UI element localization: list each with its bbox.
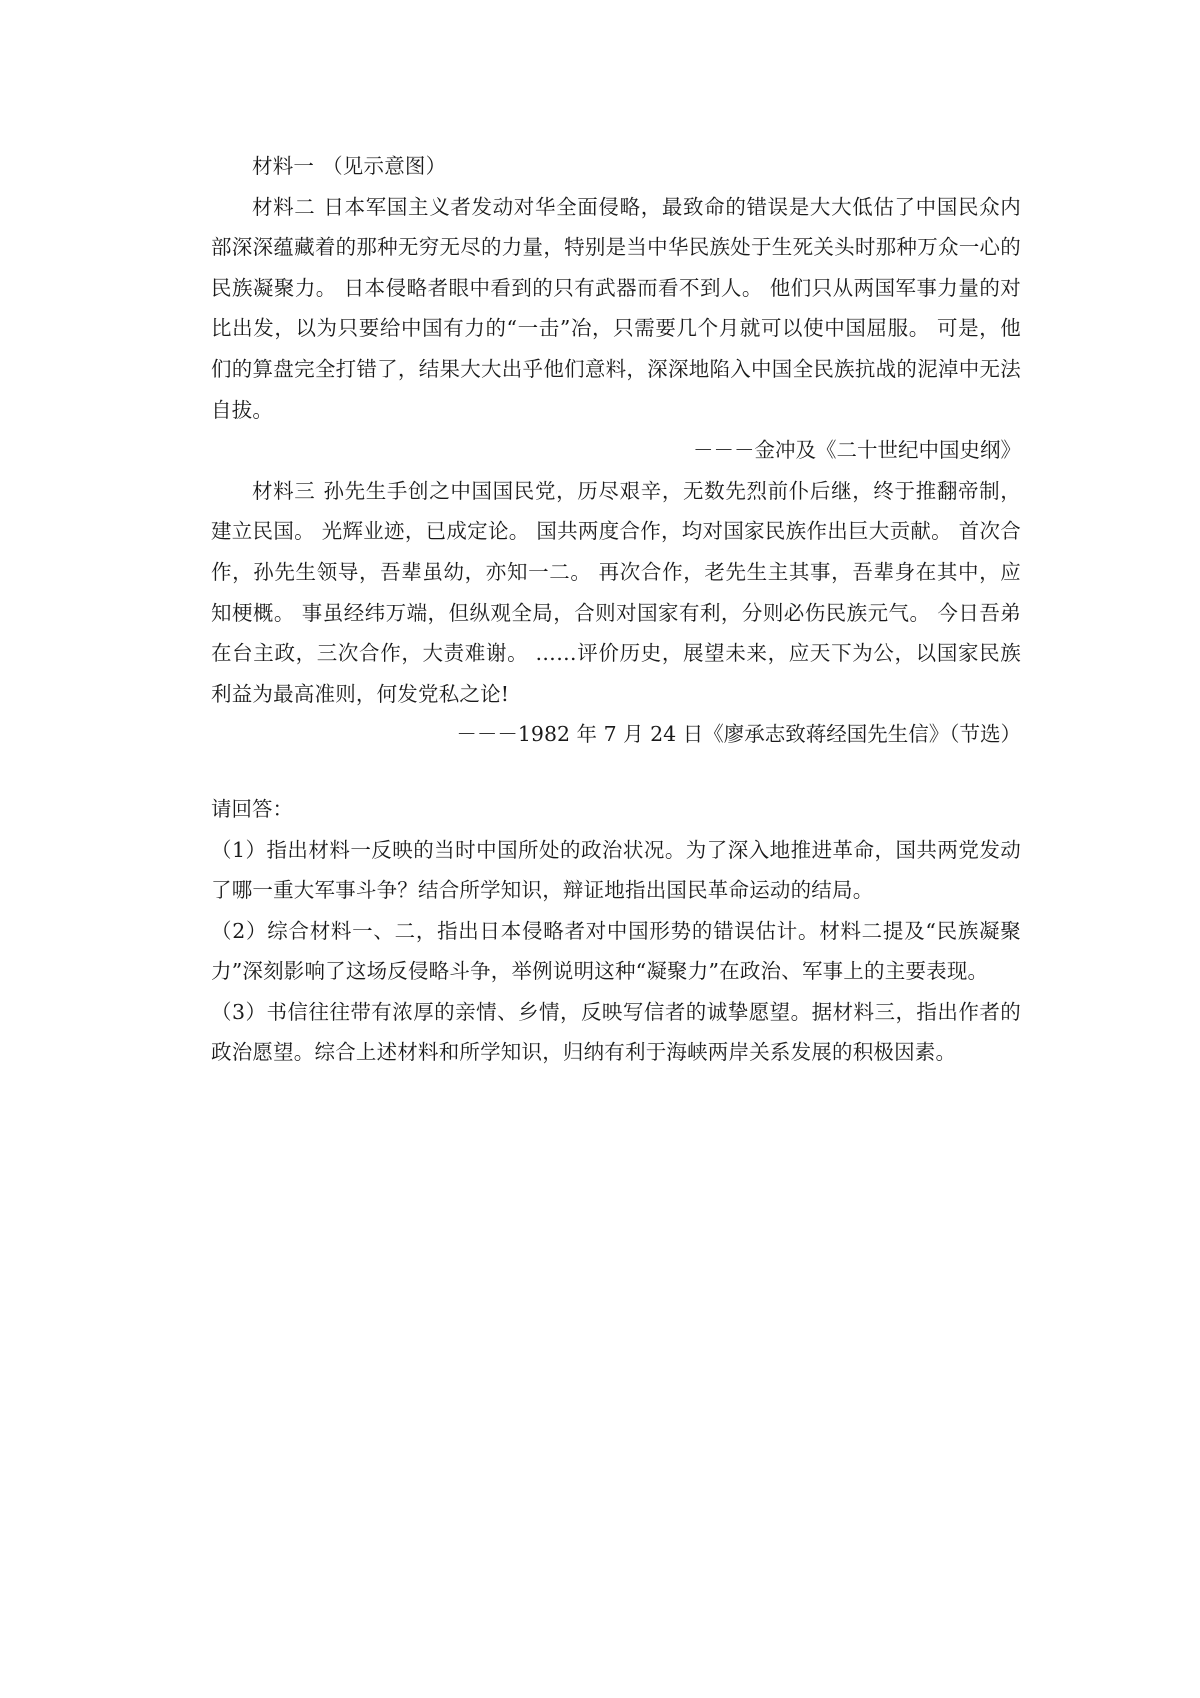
spacer <box>211 755 1021 789</box>
material-three-source: －－－1982 年 7 月 24 日《廖承志致蒋经国先生信》（节选） <box>456 722 1021 747</box>
material-three <box>211 471 1021 715</box>
document-content <box>211 146 1021 1073</box>
question-1-text: 指出材料一反映的当时中国所处的政治状况。为了深入地推进革命，国共两党发动了哪一重大军事斗争？结合所学知识，辩证地指出国民革命运动的结局。 <box>211 837 1021 903</box>
question-3 <box>211 992 1021 1073</box>
material-two <box>211 187 1021 431</box>
question-2-text: 综合材料一、二，指出日本侵略者对中国形势的错误估计。材料二提及“民族凝聚力”深刻影响了这场反侵略斗争，举例说明这种“凝聚力”在政治、军事上的主要表现。 <box>211 918 1021 984</box>
material-two-text: 日本军国主义者发动对华全面侵略，最致命的错误是大大低估了中国民众内部深深蕴藏着的那种无穷无尽的力量，特别是当中华民族处于生死关头时那种万众一心的民族凝聚力。 日本侵略者眼中看到的只有武器而看不到人。 他们只从两国军事力量的对比出发，以为只要给中国有力的“一击”冶，只需要几个月就可以使中国屈服。 可是，他们的算盘完全打错了，结果大大出乎他们意料，深深地陷入中国全民族抗战的泥淖中无法自拔。 <box>211 194 1021 422</box>
material-one-text: （见示意图） <box>322 154 447 178</box>
question-1-number: （1） <box>211 837 267 862</box>
material-two-label: 材料二 <box>252 194 316 219</box>
question-3-text: 书信往往带有浓厚的亲情、乡情，反映写信者的诚挚愿望。据材料三，指出作者的政治愿望。综合上述材料和所学知识，归纳有利于海峡两岸关系发展的积极因素。 <box>211 999 1021 1065</box>
question-3-number: （3） <box>211 999 267 1024</box>
question-2 <box>211 911 1021 992</box>
material-one <box>211 146 1021 187</box>
question-2-number: （2） <box>211 918 268 943</box>
question-1 <box>211 830 1021 911</box>
material-two-source: －－－金冲及《二十世纪中国史纲》 <box>693 438 1021 463</box>
material-three-text: 孙先生手创之中国国民党，历尽艰辛，无数先烈前仆后继，终于推翻帝制，建立民国。 光辉业迹，已成定论。 国共两度合作，均对国家民族作出巨大贡献。 首次合作，孙先生领导，吾辈虽幼，亦知一二。 再次合作，老先生主其事，吾辈身在其中，应知梗概。 事虽经纬万端，但纵观全局，合则对国家有利，分则必伤民族元气。 今日吾弟在台主政，三次合作，大责难谢。 ……评价历史，展望未来，应天下为公，以国家民族利益为最高准则，何发党私之论! <box>211 478 1021 706</box>
answer-prompt: 请回答： <box>211 796 293 821</box>
material-one-label: 材料一 <box>252 154 315 178</box>
material-three-label: 材料三 <box>252 478 316 503</box>
